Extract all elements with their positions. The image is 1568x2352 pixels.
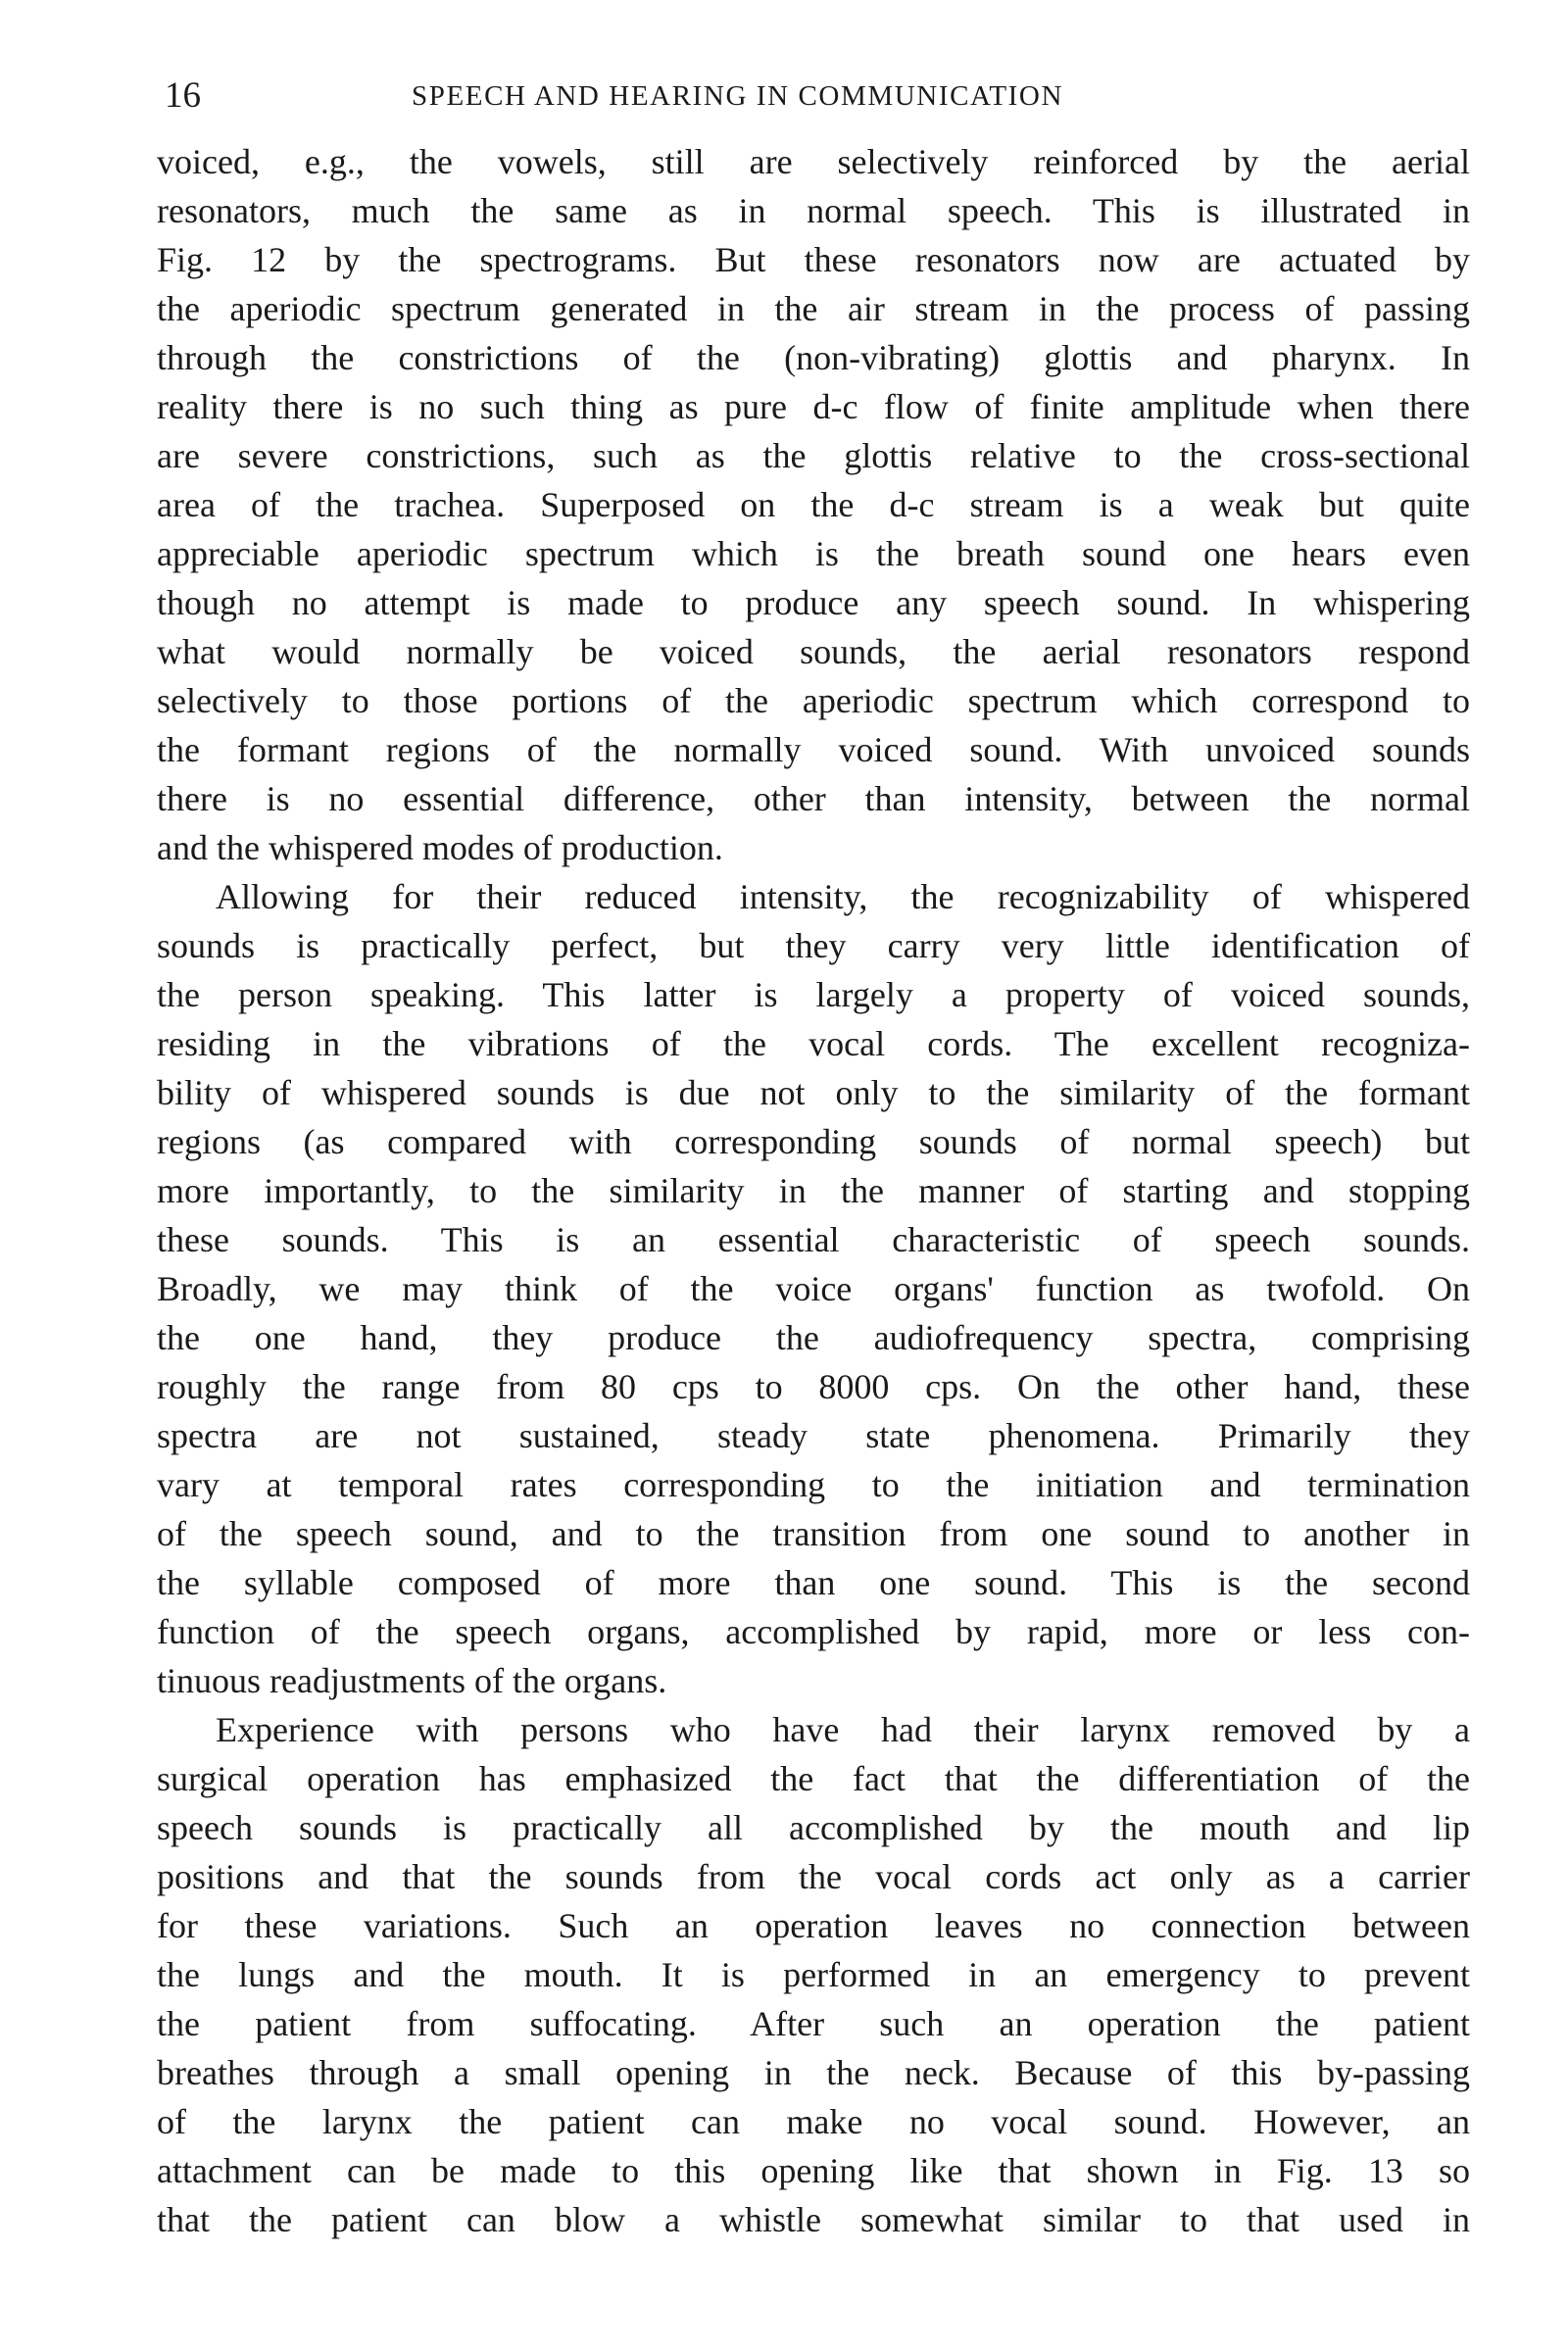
paragraph	[157, 1705, 1470, 2244]
text-line: roughly the range from 80 cps to 8000 cps. On the other hand, these	[157, 1367, 1470, 1406]
text-line: through the constrictions of the (non-vibrating) glottis and pharynx. In	[157, 338, 1470, 377]
text-line: though no attempt is made to produce any speech sound. In whispering	[157, 583, 1470, 622]
paragraph-container	[157, 137, 1470, 2244]
text-line: Broadly, we may think of the voice organs' function as twofold. On	[157, 1269, 1470, 1308]
text-line: tinuous readjustments of the organs.	[157, 1661, 667, 1700]
text-line: vary at temporal rates corresponding to the initiation and termination	[157, 1465, 1470, 1504]
text-line: that the patient can blow a whistle somewhat similar to that used in	[157, 2200, 1470, 2239]
text-line: Allowing for their reduced intensity, the recognizability of whispered	[216, 877, 1470, 916]
text-line: more importantly, to the similarity in the manner of starting and stopping	[157, 1171, 1470, 1210]
text-line: for these variations. Such an operation leaves no connection between	[157, 1906, 1470, 1945]
text-line: regions (as compared with corresponding sounds of normal speech) but	[157, 1122, 1470, 1161]
text-line: the person speaking. This latter is largely a property of voiced sounds,	[157, 975, 1470, 1014]
text-line: positions and that the sounds from the vocal cords act only as a carrier	[157, 1857, 1470, 1896]
text-line: area of the trachea. Superposed on the d-c stream is a weak but quite	[157, 485, 1470, 524]
text-line: and the whispered modes of production.	[157, 828, 723, 867]
text-line: spectra are not sustained, steady state phenomena. Primarily they	[157, 1416, 1470, 1455]
text-line: bility of whispered sounds is due not only to the similarity of the formant	[157, 1073, 1470, 1112]
text-line: appreciable aperiodic spectrum which is the breath sound one hears even	[157, 534, 1470, 573]
text-line: the lungs and the mouth. It is performed in an emergency to prevent	[157, 1955, 1470, 1994]
text-line: function of the speech organs, accomplished by rapid, more or less con-	[157, 1612, 1470, 1651]
text-line: what would normally be voiced sounds, the aerial resonators respond	[157, 632, 1470, 671]
text-line: surgical operation has emphasized the fact that the differentiation of the	[157, 1759, 1470, 1798]
text-line: are severe constrictions, such as the glottis relative to the cross-sectional	[157, 436, 1470, 475]
text-line: resonators, much the same as in normal speech. This is illustrated in	[157, 191, 1470, 230]
text-line: these sounds. This is an essential characteristic of speech sounds.	[157, 1220, 1470, 1259]
text-line: the aperiodic spectrum generated in the air stream in the process of passing	[157, 289, 1470, 328]
text-line: the syllable composed of more than one sound. This is the second	[157, 1563, 1470, 1602]
text-line: Fig. 12 by the spectrograms. But these resonators now are actuated by	[157, 240, 1470, 279]
text-line: of the speech sound, and to the transition from one sound to another in	[157, 1514, 1470, 1553]
text-line: of the larynx the patient can make no vocal sound. However, an	[157, 2102, 1470, 2141]
text-line: sounds is practically perfect, but they carry very little identification of	[157, 926, 1470, 965]
text-line: the formant regions of the normally voiced sound. With unvoiced sounds	[157, 730, 1470, 769]
page-number: 16	[165, 75, 201, 116]
text-line: selectively to those portions of the aperiodic spectrum which correspond to	[157, 681, 1470, 720]
text-line: voiced, e.g., the vowels, still are selectively reinforced by the aerial	[157, 142, 1470, 181]
text-line: there is no essential difference, other than intensity, between the normal	[157, 779, 1470, 818]
text-line: the one hand, they produce the audiofrequency spectra, comprising	[157, 1318, 1470, 1357]
text-line: Experience with persons who have had their larynx removed by a	[216, 1710, 1470, 1749]
text-line: attachment can be made to this opening like that shown in Fig. 13 so	[157, 2151, 1470, 2190]
running-head	[157, 67, 1470, 125]
text-line: the patient from suffocating. After such an operation the patient	[157, 2004, 1470, 2043]
text-line: breathes through a small opening in the neck. Because of this by-passing	[157, 2053, 1470, 2092]
text-line: residing in the vibrations of the vocal cords. The excellent recogniza-	[157, 1024, 1470, 1063]
text-line: reality there is no such thing as pure d-c flow of finite amplitude when there	[157, 387, 1470, 426]
body-text	[157, 137, 1470, 2244]
running-title: SPEECH AND HEARING IN COMMUNICATION	[412, 80, 1064, 112]
text-line: speech sounds is practically all accomplished by the mouth and lip	[157, 1808, 1470, 1847]
paragraph	[157, 872, 1470, 1705]
paragraph	[157, 137, 1470, 872]
